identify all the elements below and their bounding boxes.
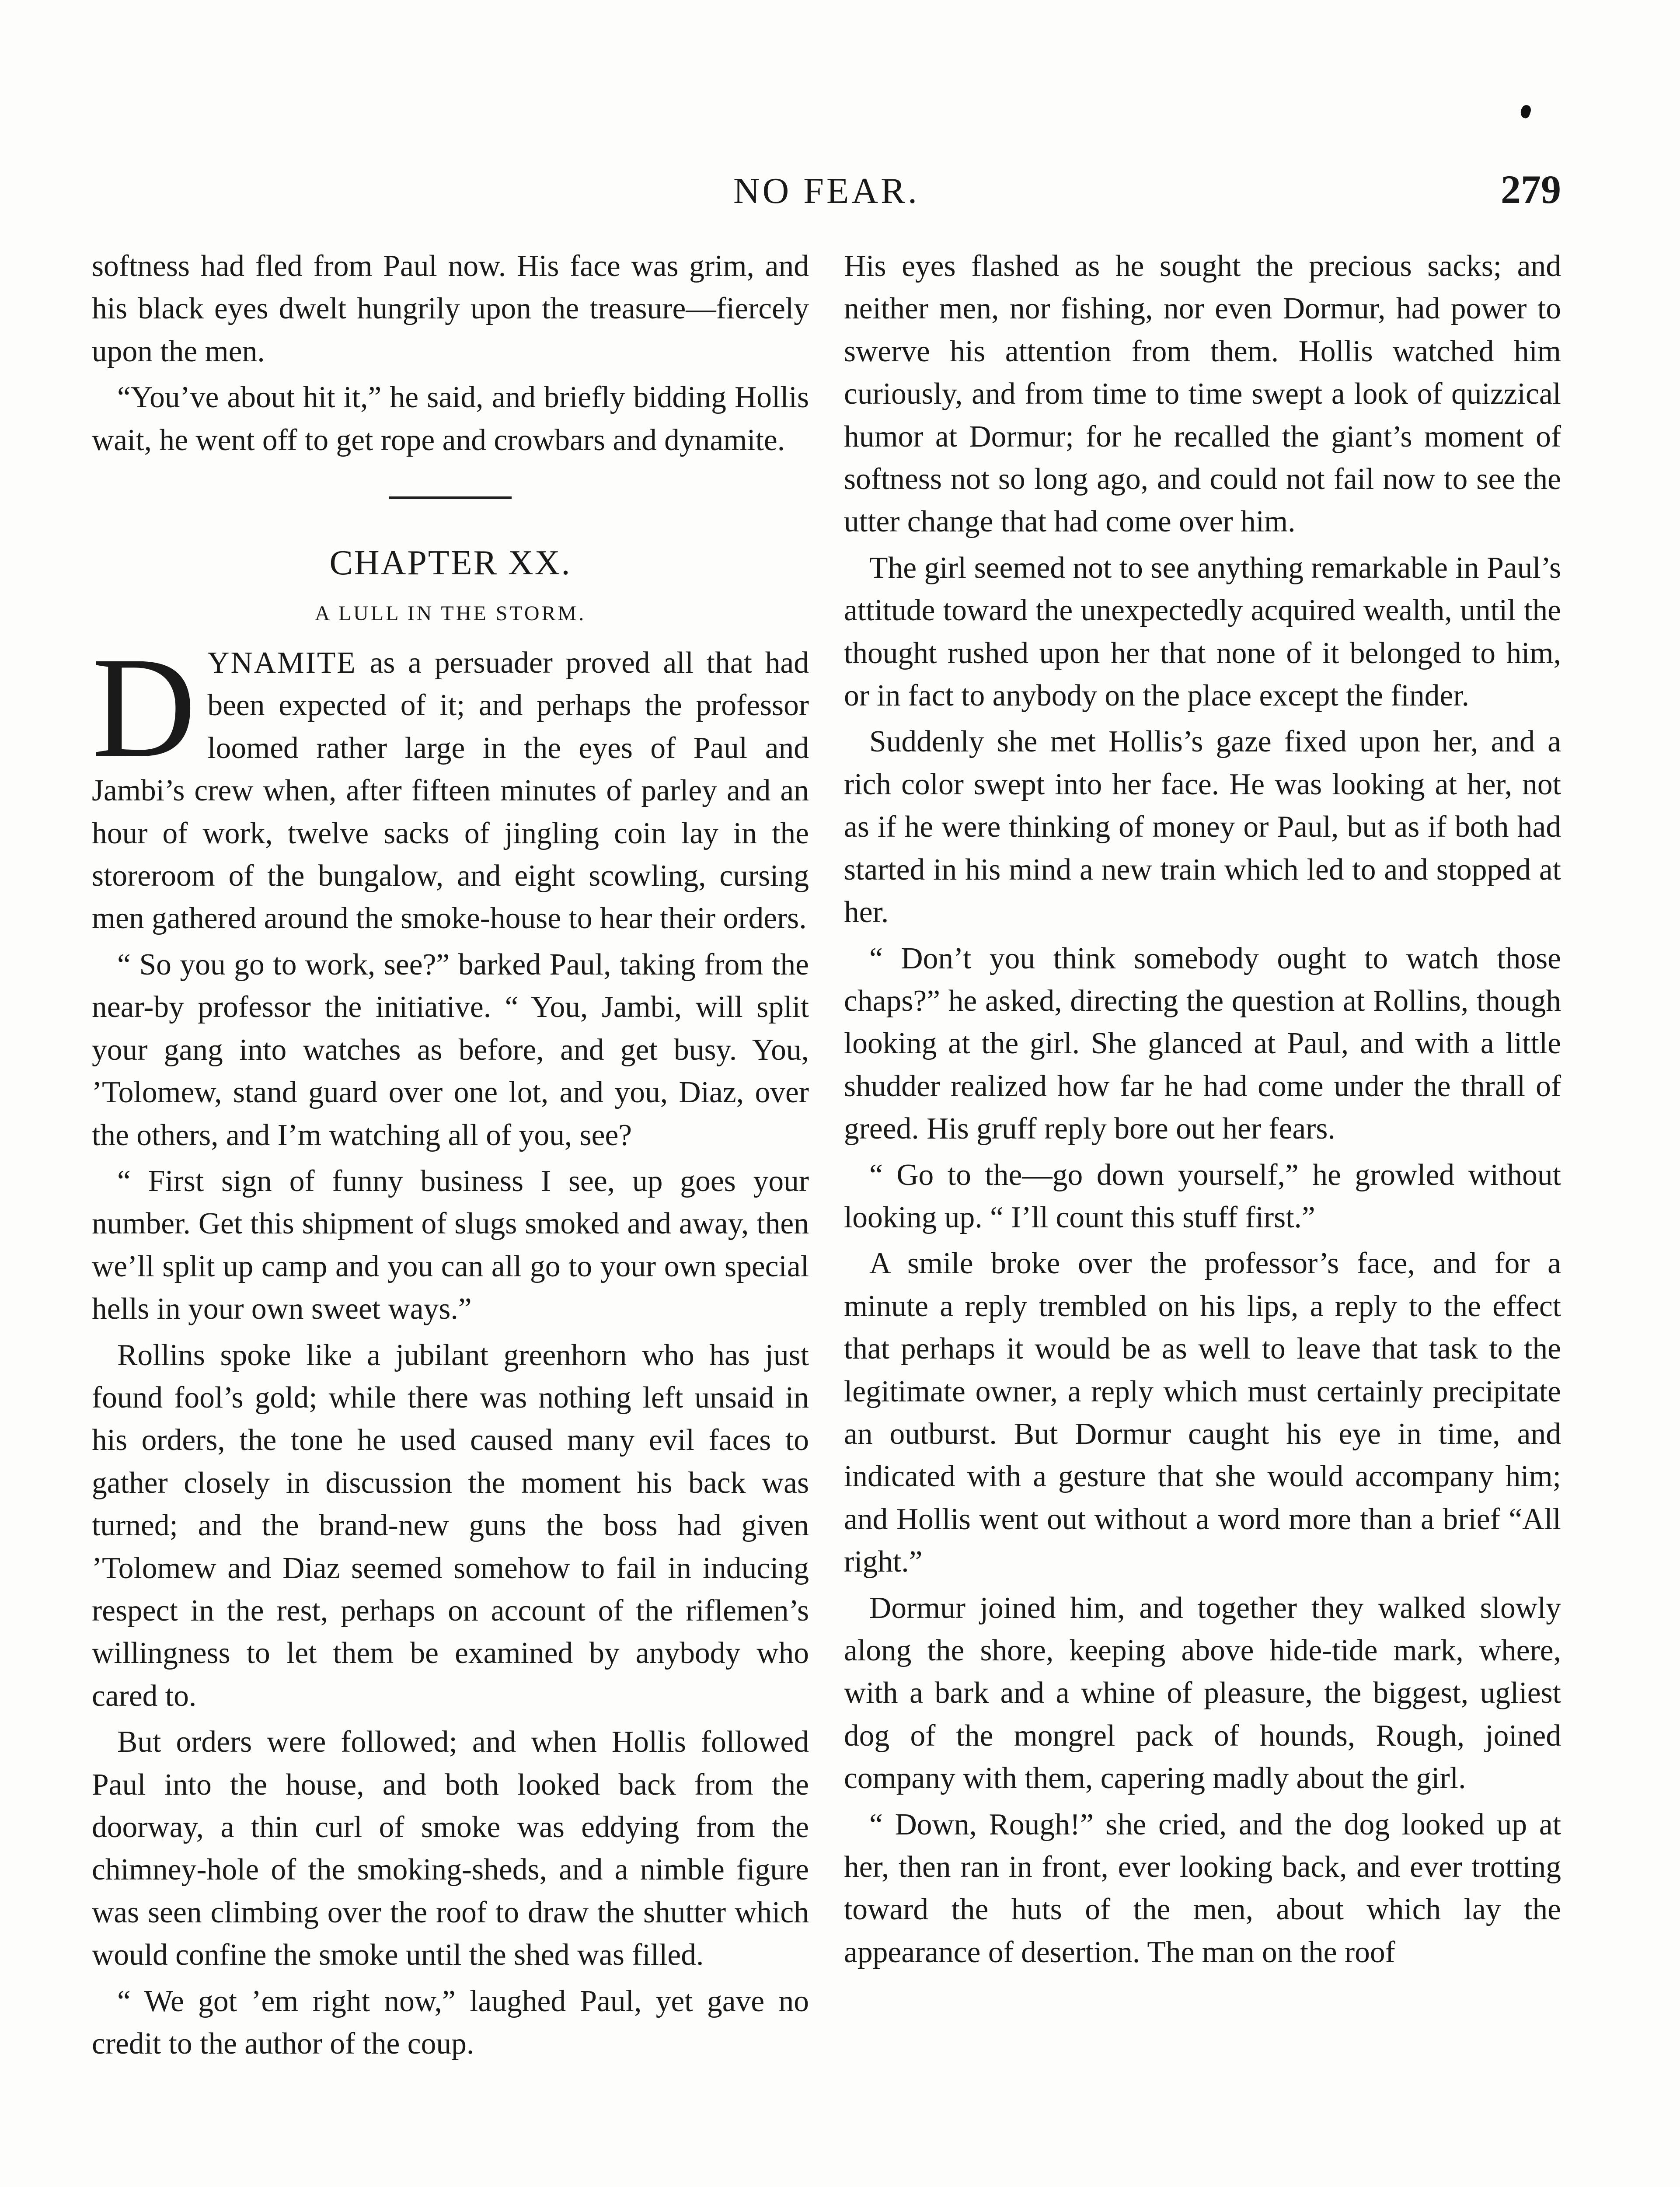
paragraph: “ First sign of funny business I see, up goes your number. Get this shipment of slugs smoked and away, then we’ll split up camp and you can all go to your own special hells in your own sweet ways.”	[92, 1164, 809, 1326]
paragraph: softness had fled from Paul now. His face was grim, and his black eyes dwelt hungrily upon the treasure—fiercely upon the men.	[92, 249, 809, 368]
opening-small-caps: YNAMITE	[207, 646, 357, 680]
paragraph: Suddenly she met Hollis’s gaze fixed upon her, and a rich color swept into her face. He was looking at her, not as if he were thinking of money or Paul, but as if both had started in his mind a new train which led to and stopped at her.	[844, 725, 1561, 929]
paragraph: But orders were followed; and when Hollis followed Paul into the house, and both looked back from the doorway, a thin curl of smoke was eddying from the chimney-hole of the smoking-sheds, and a nimble figure was seen climbing over the roof to draw the shutter which would confine the smoke until the shed was filled.	[92, 1725, 809, 1972]
drop-cap: D	[92, 628, 196, 788]
paragraph: Rollins spoke like a jubilant greenhorn who has just found fool’s gold; while there was nothing left unsaid in his orders, the tone he used caused many evil faces to gather closely in discussion the moment his back was turned; and the brand-new guns the boss had given ’Tolomew and Diaz seemed somehow to fail in inducing respect in the rest, perhaps on account of the riflemen’s willingness to let them be examined by anybody who cared to.	[92, 1338, 809, 1713]
right-column	[844, 245, 1561, 1974]
ink-speck	[1519, 104, 1533, 119]
running-title: NO FEAR.	[733, 171, 920, 211]
paragraph: “ Down, Rough!” she cried, and the dog looked up at her, then ran in front, ever looking back, and ever trotting toward the huts of the men, about which lay the appearance of desertion. The man on the roof	[844, 1807, 1561, 1969]
paragraph: A smile broke over the professor’s face, and for a minute a reply trembled on his lips, a reply to the effect that perhaps it would be as well to leave that task to the legitimate owner, a reply which must certainly precipitate an outburst. But Dormur caught his eye in time, and indicated with a gesture that she would accompany him; and Hollis went out without a word more than a brief “All right.”	[844, 1247, 1561, 1579]
opening-text: as a persuader proved all that had been expected of it; and perhaps the professor loomed rather large in the eyes of Paul and Jambi’s crew when, after fifteen minutes of parley and an hour of work, twelve sacks of jingling coin lay in the storeroom of the bungalow, and eight scowling, cursing men gathered around the smoke-house to hear their orders.	[92, 646, 809, 936]
paragraph: “ Go to the—go down yourself,” he growled without looking up. “ I’ll count this stuff first.”	[844, 1158, 1561, 1234]
chapter-subtitle: A LULL IN THE STORM.	[314, 602, 586, 625]
section-rule	[389, 496, 512, 499]
paragraph: The girl seemed not to see anything remarkable in Paul’s attitude toward the unexpectedly acquired wealth, until the thought rushed upon her that none of it belonged to him, or in fact to anybody on the place except the finder.	[844, 551, 1561, 713]
page-number: 279	[1501, 167, 1561, 212]
paragraph: “ We got ’em right now,” laughed Paul, yet gave no credit to the author of the coup.	[92, 1984, 809, 2061]
left-column	[92, 245, 809, 2065]
paragraph: Dormur joined him, and together they walked slowly along the shore, keeping above hide-tide mark, where, with a bark and a whine of pleasure, the biggest, ugliest dog of the mongrel pack of hounds, Rough, joined company with them, capering madly about the girl.	[844, 1591, 1561, 1796]
running-head	[92, 167, 1561, 218]
paragraph: “You’ve about hit it,” he said, and briefly bidding Hollis wait, he went off to get rope and crowbars and dynamite.	[92, 381, 809, 457]
paragraph: His eyes flashed as he sought the precious sacks; and neither men, nor fishing, nor even Dormur, had power to swerve his attention from them. Hollis watched him curiously, and from time to time swept a look of quizzical humor at Dormur; for he recalled the giant’s moment of softness not so long ago, and could not fail now to see the utter change that had come over him.	[844, 249, 1561, 539]
chapter-opening-paragraph	[92, 628, 809, 940]
paragraph: “ Don’t you think somebody ought to watch those chaps?” he asked, directing the question at Rollins, though looking at the girl. She glanced at Paul, and with a little shudder realized how far he had come under the thrall of greed. His gruff reply bore out her fears.	[844, 941, 1561, 1146]
chapter-title: CHAPTER XX.	[329, 544, 572, 583]
paragraph: “ So you go to work, see?” barked Paul, taking from the near-by professor the initiative. “ You, Jambi, will split your gang into watches as before, and get busy. You, ’Tolomew, stand guard over one lot, and you, Diaz, over the others, and I’m watching all of you, see?	[92, 947, 809, 1152]
